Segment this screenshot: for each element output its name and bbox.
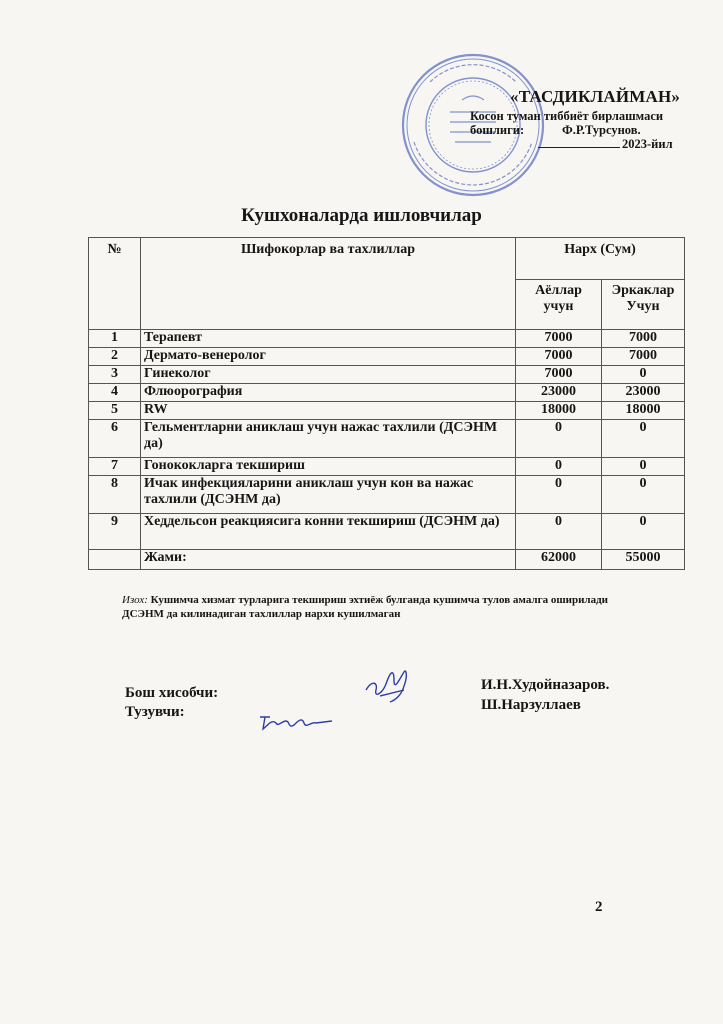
table-row xyxy=(89,348,685,366)
row-service: Дермато-венеролог xyxy=(141,348,516,366)
chief-accountant-signature xyxy=(360,660,416,710)
compiler-signature xyxy=(256,707,336,735)
row-women-price: 7000 xyxy=(516,348,602,366)
total-label: Жами: xyxy=(141,550,516,570)
total-number-cell xyxy=(89,550,141,570)
approval-year: 2023-йил xyxy=(622,137,673,151)
row-number: 2 xyxy=(89,348,141,366)
row-service: Терапевт xyxy=(141,330,516,348)
table-row xyxy=(89,402,685,420)
document-title: Кушхоналарда ишловчилар xyxy=(241,205,482,226)
row-men-price: 7000 xyxy=(602,348,685,366)
table-row xyxy=(89,476,685,514)
row-service: Гельментларни аниклаш учун нажас тахлили (ДСЭНМ да) xyxy=(141,420,516,458)
table-row xyxy=(89,366,685,384)
row-men-price: 0 xyxy=(602,420,685,458)
row-number: 5 xyxy=(89,402,141,420)
row-men-price: 0 xyxy=(602,458,685,476)
row-number: 4 xyxy=(89,384,141,402)
approval-organization: Косон туман тиббиёт бирлашмаси xyxy=(470,109,664,123)
header-number: № xyxy=(89,238,141,330)
compiler-name: Ш.Нарзуллаев xyxy=(481,697,581,713)
row-number: 9 xyxy=(89,514,141,550)
header-women: Аёллар учун xyxy=(516,280,602,330)
total-men: 55000 xyxy=(602,550,685,570)
row-men-price: 0 xyxy=(602,514,685,550)
total-women: 62000 xyxy=(516,550,602,570)
row-service: RW xyxy=(141,402,516,420)
header-men: Эркаклар Учун xyxy=(602,280,685,330)
row-service: Гонококларга текшириш xyxy=(141,458,516,476)
row-men-price: 0 xyxy=(602,366,685,384)
row-women-price: 7000 xyxy=(516,366,602,384)
row-men-price: 18000 xyxy=(602,402,685,420)
table-row xyxy=(89,420,685,458)
row-number: 3 xyxy=(89,366,141,384)
row-women-price: 23000 xyxy=(516,384,602,402)
row-women-price: 0 xyxy=(516,514,602,550)
table-row xyxy=(89,514,685,550)
row-number: 7 xyxy=(89,458,141,476)
row-service: Хеддельсон реакциясига конни текшириш (ДСЭНМ да) xyxy=(141,514,516,550)
row-number: 8 xyxy=(89,476,141,514)
row-women-price: 18000 xyxy=(516,402,602,420)
header-service: Шифокорлар ва тахлиллар xyxy=(141,238,516,330)
price-table xyxy=(88,237,685,570)
chief-accountant-role: Бош хисобчи: xyxy=(125,685,219,701)
table-row xyxy=(89,384,685,402)
approval-title: «ТАСДИКЛАЙМАН» xyxy=(510,87,681,106)
row-number: 6 xyxy=(89,420,141,458)
row-number: 1 xyxy=(89,330,141,348)
note-prefix: Изох: xyxy=(122,594,148,606)
note xyxy=(122,593,682,621)
header-price: Нарх (Сум) xyxy=(516,238,685,280)
page-number: 2 xyxy=(595,899,603,915)
row-women-price: 7000 xyxy=(516,330,602,348)
approval-head-name: Ф.Р.Турсунов. xyxy=(562,123,641,137)
row-men-price: 23000 xyxy=(602,384,685,402)
approval-head-label: бошлиги: xyxy=(470,123,525,137)
row-service: Гинеколог xyxy=(141,366,516,384)
chief-accountant-name: И.Н.Худойназаров. xyxy=(481,677,610,693)
row-men-price: 7000 xyxy=(602,330,685,348)
row-men-price: 0 xyxy=(602,476,685,514)
row-service: Ичак инфекцияларини аниклаш учун кон ва нажас тахлили (ДСЭНМ да) xyxy=(141,476,516,514)
table-row xyxy=(89,330,685,348)
note-line-1: Кушимча хизмат турларига текшириш эхтиёж булганда кушимча тулов амалга оширилади xyxy=(150,594,608,606)
row-service: Флюорография xyxy=(141,384,516,402)
note-line-2: ДСЭНМ да килинадиган тахлиллар нархи кушилмаган xyxy=(122,608,401,620)
approval-date-line xyxy=(538,147,620,148)
total-row xyxy=(89,550,685,570)
row-women-price: 0 xyxy=(516,458,602,476)
row-women-price: 0 xyxy=(516,476,602,514)
row-women-price: 0 xyxy=(516,420,602,458)
table-row xyxy=(89,458,685,476)
compiler-role: Тузувчи: xyxy=(125,704,185,720)
